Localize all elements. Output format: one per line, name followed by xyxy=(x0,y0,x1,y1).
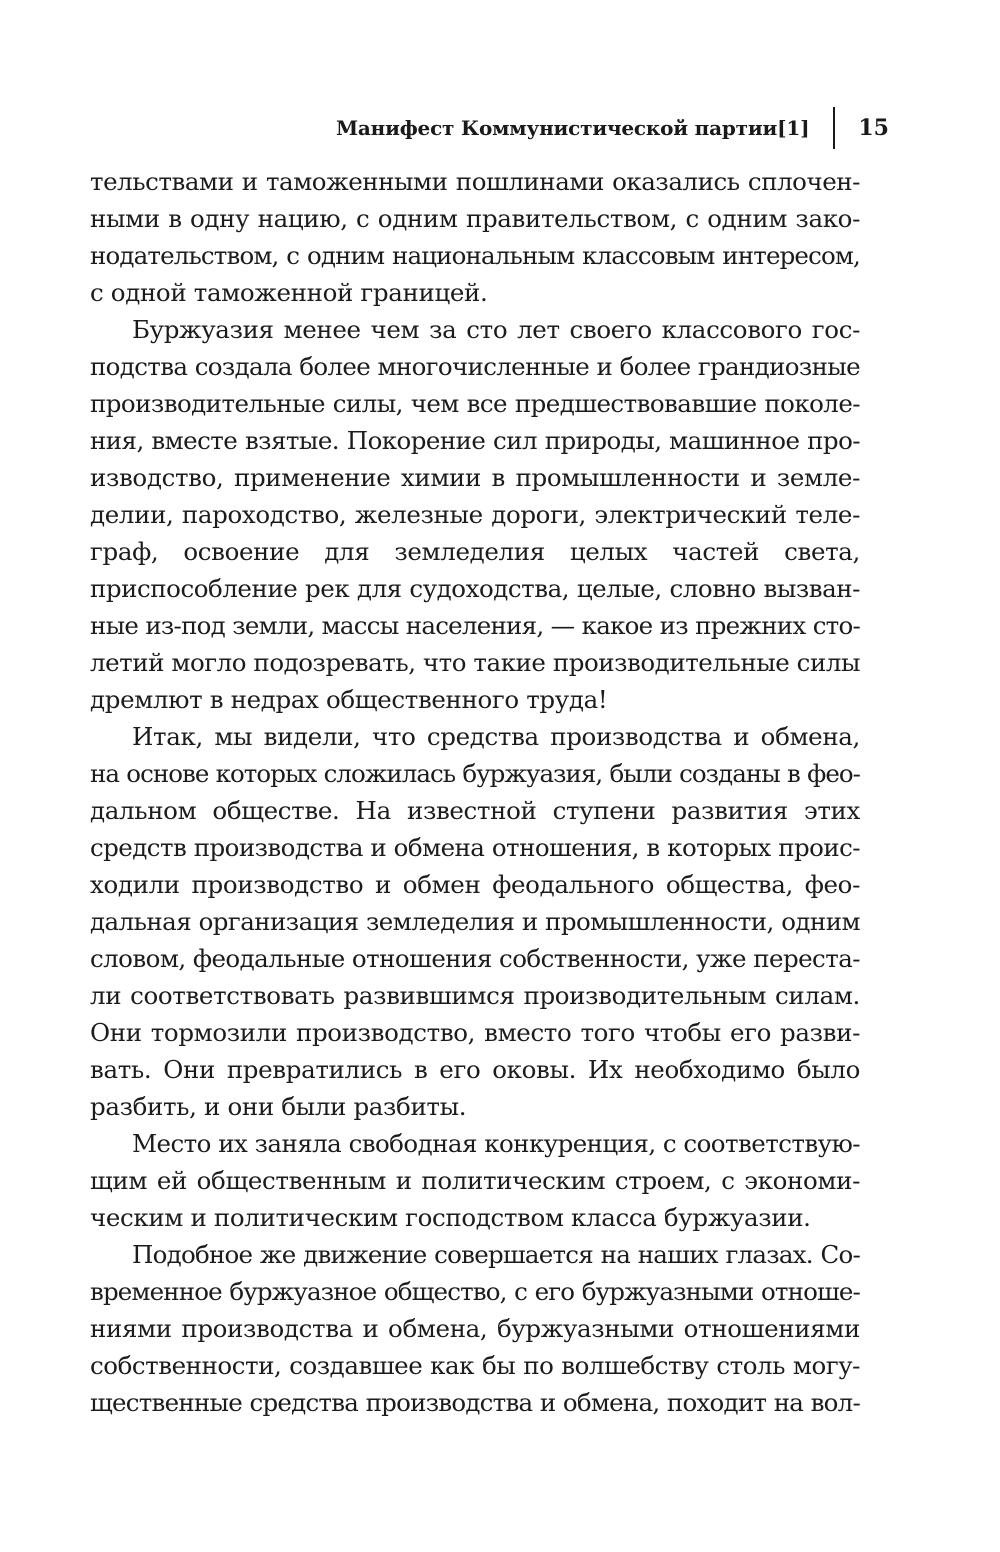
text-line: на основе которых сложилась буржуазия, были созданы в фео- xyxy=(90,759,860,788)
text-line: средств производства и обмена отношения, в которых проис- xyxy=(90,833,860,862)
text-line: дальная организация земледелия и промышленности, одним xyxy=(90,907,860,936)
text-line: Итак, мы видели, что средства производства и обмена, xyxy=(132,722,860,751)
text-line: Место их заняла свободная конкуренция, с соответствую- xyxy=(132,1129,860,1158)
paragraph xyxy=(90,163,860,311)
text-line: ходили производство и обмен феодального общества, фео- xyxy=(90,870,860,899)
page-number: 15 xyxy=(858,115,889,141)
paragraph xyxy=(90,311,860,718)
text-line: Они тормозили производство, вместо того чтобы его разви- xyxy=(90,1018,860,1047)
text-line: граф, освоение для земледелия целых частей света, xyxy=(90,537,860,566)
body-text xyxy=(90,163,860,1421)
text-line: дремлют в недрах общественного труда! xyxy=(90,685,608,714)
header-title: Манифест Коммунистической партии[1] xyxy=(335,116,810,140)
text-line: подства создала более многочисленные и более грандиозные xyxy=(90,352,860,381)
text-line: щественные средства производства и обмена, походит на вол- xyxy=(90,1388,860,1417)
text-line: нодательством, с одним национальным классовым интересом, xyxy=(90,241,860,270)
text-line: вать. Они превратились в его оковы. Их необходимо было xyxy=(90,1055,860,1084)
text-line: с одной таможенной границей. xyxy=(90,278,488,307)
text-line: Подобное же движение совершается на наших глазах. Со- xyxy=(132,1240,860,1269)
text-line: ными в одну нацию, с одним правительством, с одним зако- xyxy=(90,204,860,233)
text-line: собственности, создавшее как бы по волшебству столь могу- xyxy=(90,1351,860,1380)
text-line: временное буржуазное общество, с его буржуазными отноше- xyxy=(90,1277,860,1306)
text-line: ниями производства и обмена, буржуазными отношениями xyxy=(90,1314,860,1343)
running-header xyxy=(336,108,889,148)
text-line: ческим и политическим господством класса буржуазии. xyxy=(90,1203,811,1232)
text-line: словом, феодальные отношения собственности, уже переста- xyxy=(90,944,860,973)
text-line: Буржуазия менее чем за сто лет своего классового гос- xyxy=(132,315,860,344)
text-line: тельствами и таможенными пошлинами оказались сплочен- xyxy=(90,167,860,196)
text-line: делии, пароходство, железные дороги, электрический теле- xyxy=(90,500,860,529)
header-divider xyxy=(833,107,835,149)
text-line: дальном обществе. На известной ступени развития этих xyxy=(90,796,860,825)
text-line: приспособление рек для судоходства, целые, словно вызван- xyxy=(90,574,860,603)
text-line: изводство, применение химии в промышленности и земле- xyxy=(90,463,860,492)
text-line: ли соответствовать развившимся производительным силам. xyxy=(90,981,860,1010)
text-line: разбить, и они были разбиты. xyxy=(90,1092,467,1121)
text-line: летий могло подозревать, что такие производительные силы xyxy=(90,648,860,677)
text-line: щим ей общественным и политическим строем, с экономи- xyxy=(90,1166,860,1195)
text-line: ния, вместе взятые. Покорение сил природы, машинное про- xyxy=(90,426,860,455)
paragraph xyxy=(90,1125,860,1236)
paragraph xyxy=(90,1236,860,1421)
text-line: производительные силы, чем все предшествовавшие поколе- xyxy=(90,389,860,418)
text-line: ные из-под земли, массы населения, — какое из прежних сто- xyxy=(90,611,860,640)
paragraph xyxy=(90,718,860,1125)
